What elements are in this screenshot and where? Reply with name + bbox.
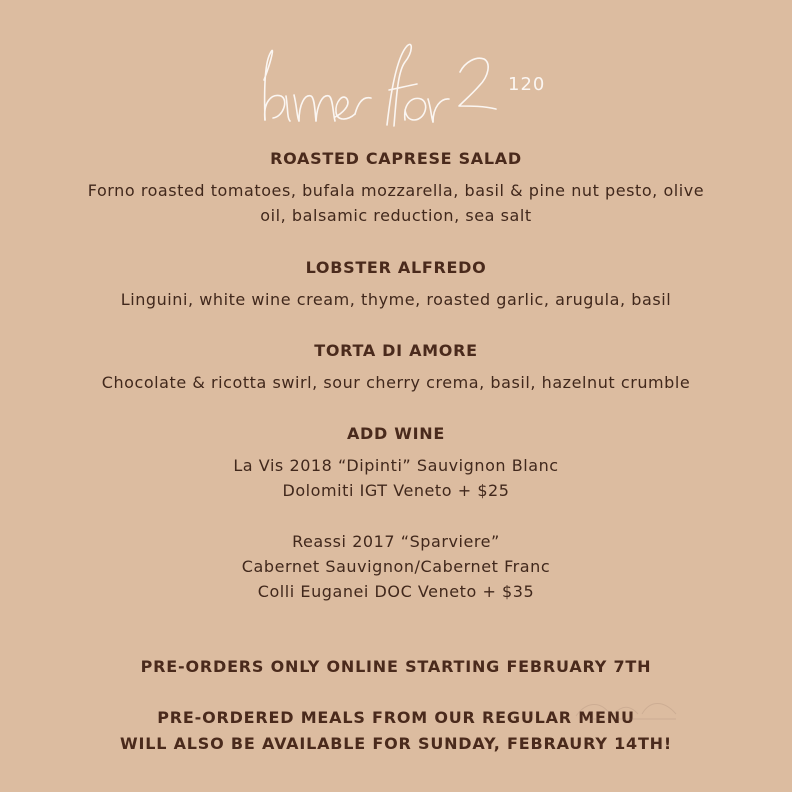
regular-menu-notice-line-1: PRE-ORDERED MEALS FROM OUR REGULAR MENU xyxy=(157,708,635,727)
wine-section-title: ADD WINE xyxy=(346,424,446,443)
script-title-artwork xyxy=(255,38,500,126)
watermark-artwork xyxy=(572,690,692,726)
course-description-caprese-line-2: oil, balsamic reduction, sea salt xyxy=(260,206,532,225)
dinner-for-2-script-title xyxy=(255,38,500,126)
wine-option-1-line-2: Dolomiti IGT Veneto + $25 xyxy=(282,481,510,500)
wine-option-2-line-1: Reassi 2017 “Sparviere” xyxy=(292,532,500,551)
course-description-lobster-alfredo: Linguini, white wine cream, thyme, roasted garlic, arugula, basil xyxy=(120,290,672,309)
wine-option-2-line-2: Cabernet Sauvignon/Cabernet Franc xyxy=(241,557,551,576)
menu-header xyxy=(0,28,792,128)
regular-menu-notice-line-2: WILL ALSO BE AVAILABLE FOR SUNDAY, FEBRAURY 14TH! xyxy=(120,734,672,753)
preorder-start-notice: PRE-ORDERS ONLY ONLINE STARTING FEBRUARY 7TH xyxy=(140,657,652,676)
faint-watermark xyxy=(572,690,692,726)
wine-option-2-line-3: Colli Euganei DOC Veneto + $35 xyxy=(257,582,535,601)
course-title-lobster-alfredo: LOBSTER ALFREDO xyxy=(305,258,487,277)
course-description-caprese-line-1: Forno roasted tomatoes, bufala mozzarella, basil & pine nut pesto, olive xyxy=(87,181,705,200)
menu-price: 120 xyxy=(508,74,546,95)
course-description-torta-di-amore: Chocolate & ricotta swirl, sour cherry crema, basil, hazelnut crumble xyxy=(101,373,691,392)
course-title-torta-di-amore: TORTA DI AMORE xyxy=(314,341,478,360)
wine-option-1-line-1: La Vis 2018 “Dipinti” Sauvignon Blanc xyxy=(233,456,559,475)
course-title-caprese: ROASTED CAPRESE SALAD xyxy=(270,149,522,168)
